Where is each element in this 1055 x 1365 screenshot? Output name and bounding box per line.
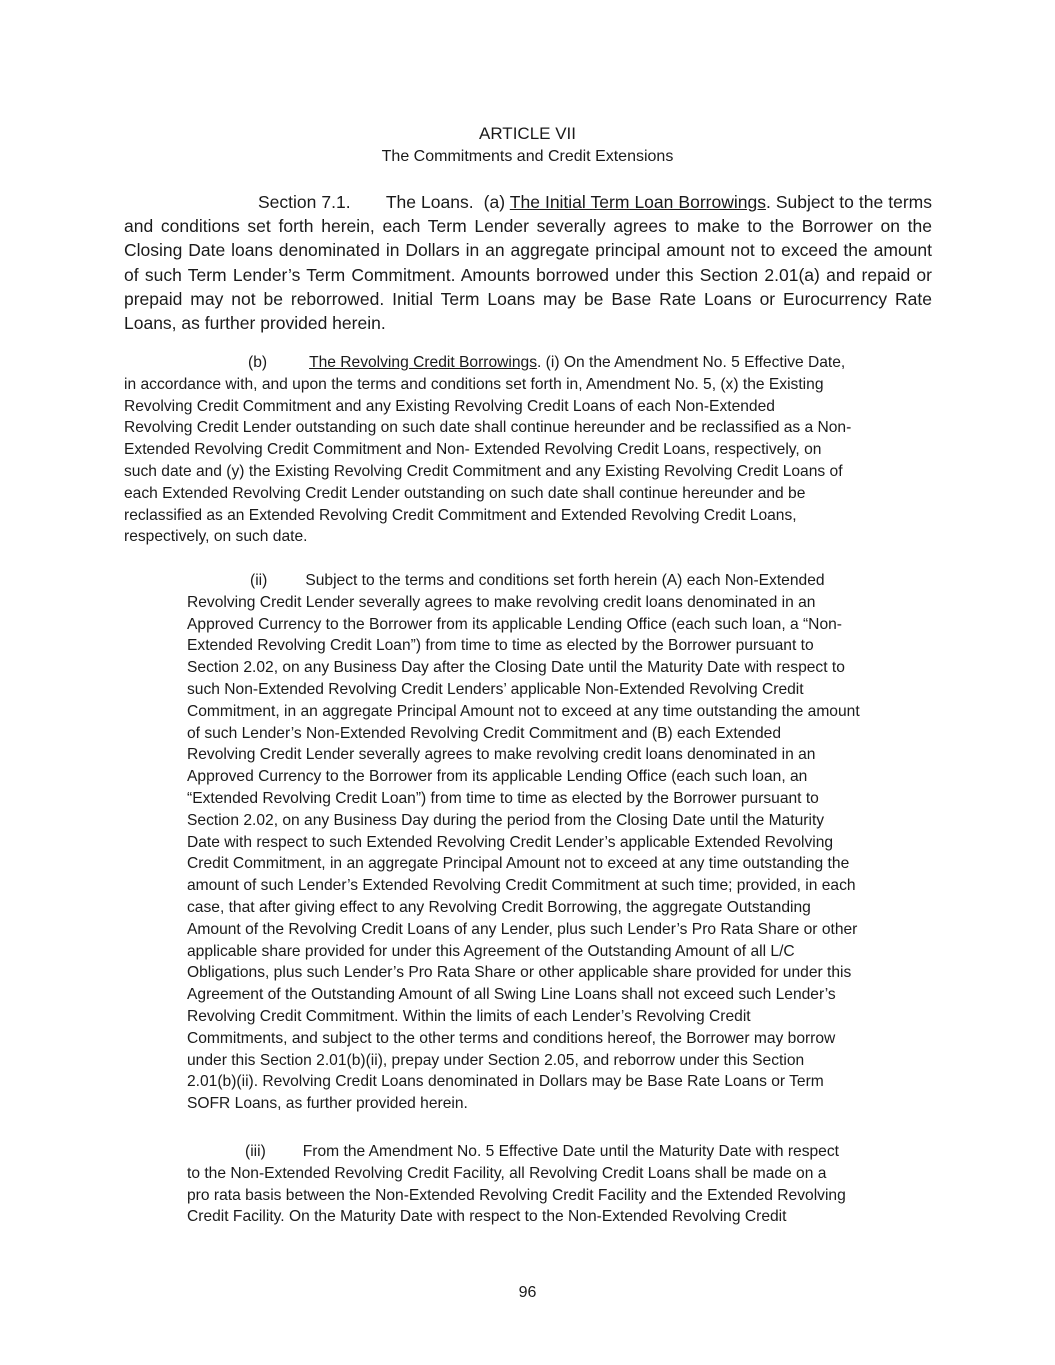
text-line: case, that after giving effect to any Revolving Credit Borrowing, the aggregate Outstanding <box>187 898 811 916</box>
text-line: Revolving Credit Lender outstanding on such date shall continue hereunder and be reclassified as a Non- <box>124 419 852 437</box>
section-a-paragraph <box>124 190 932 335</box>
subsection-ii-label: (ii) <box>250 572 268 589</box>
text-line: Revolving Credit Lender severally agrees to make revolving credit loans denominated in an <box>187 746 816 764</box>
text-line: SOFR Loans, as further provided herein. <box>187 1095 468 1113</box>
text-line: each Extended Revolving Credit Lender outstanding on such date shall continue hereunder and be <box>124 484 806 502</box>
text-line: Revolving Credit Commitment and any Existing Revolving Credit Loans of each Non-Extended <box>124 397 775 415</box>
subsection-a-label: (a) <box>483 192 506 212</box>
text-line: Extended Revolving Credit Commitment and Non- Extended Revolving Credit Loans, respectively, on <box>124 441 822 459</box>
text-line: Credit Commitment, in an aggregate Principal Amount not to exceed at any time outstanding the <box>187 855 850 873</box>
text-line: From the Amendment No. 5 Effective Date until the Maturity Date with respect <box>302 1143 839 1160</box>
text-line: Agreement of the Outstanding Amount of all Swing Line Loans shall not exceed such Lender’s <box>187 986 836 1004</box>
subsection-b-title: The Revolving Credit Borrowings <box>309 354 537 371</box>
text-line: Approved Currency to the Borrower from its applicable Lending Office (each such loan, a “Non- <box>187 615 842 633</box>
text-line: Section 2.02, on any Business Day after the Closing Date until the Maturity Date with respect to <box>187 659 845 677</box>
text-line: in accordance with, and upon the terms and conditions set forth in, Amendment No. 5, (x) the Existing <box>124 375 824 393</box>
text-line: to the Non-Extended Revolving Credit Facility, all Revolving Credit Loans shall be made on a <box>187 1164 827 1182</box>
text-line: 2.01(b)(ii). Revolving Credit Loans denominated in Dollars may be Base Rate Loans or Term <box>187 1073 824 1091</box>
text-line: Revolving Credit Lender severally agrees to make revolving credit loans denominated in an <box>187 593 816 611</box>
subsection-a-title: The Initial Term Loan Borrowings <box>509 192 766 212</box>
text-line: amount of such Lender’s Extended Revolving Credit Commitment at such time; provided, in each <box>187 877 856 895</box>
subsection-a-body: . Subject to the terms and conditions set forth herein, each Term Lender severally agrees to make to the Borrower on the Closing Date loans denominated in Dollars in an aggregate principal amount not to exceed the amount of such Term Lender’s Term Commitment. Amounts borrowed under this Section 2.01(a) and repaid or prepaid may not be reborrowed. Initial Term Loans may be Base Rate Loans or Eurocurrency Rate Loans, as further provided herein. <box>124 192 932 334</box>
text-line: Subject to the terms and conditions set forth herein (A) each Non-Extended <box>305 572 825 589</box>
text-line: Amount of the Revolving Credit Loans of any Lender, plus such Lender’s Pro Rata Share or other <box>187 920 858 938</box>
text-line: “Extended Revolving Credit Loan”) from time to time as elected by the Borrower pursuant to <box>187 789 819 807</box>
text-line: Section 2.02, on any Business Day during the period from the Closing Date until the Maturity <box>187 811 825 829</box>
text-line: Credit Facility. On the Maturity Date with respect to the Non-Extended Revolving Credit <box>187 1208 787 1226</box>
text-line: applicable share provided for under this Agreement of the Outstanding Amount of all L/C <box>187 942 795 960</box>
text-line: respectively, on such date. <box>124 528 308 546</box>
text-line: of such Lender’s Non-Extended Revolving Credit Commitment and (B) each Extended <box>187 724 782 742</box>
text-line: . (i) On the Amendment No. 5 Effective Date, <box>537 354 846 371</box>
page-number: 96 <box>518 1284 537 1301</box>
text-line: Date with respect to such Extended Revolving Credit Lender’s applicable Extended Revolving <box>187 833 834 851</box>
section-iii-paragraph <box>187 1141 937 1228</box>
text-line: such Non-Extended Revolving Credit Lenders’ applicable Non-Extended Revolving Credit <box>187 680 804 698</box>
text-line: Extended Revolving Credit Loan”) from time to time as elected by the Borrower pursuant to <box>187 637 814 655</box>
text-line: Commitment, in an aggregate Principal Amount not to exceed at any time outstanding the amount <box>187 702 860 720</box>
text-line: Commitments, and subject to the other terms and conditions hereof, the Borrower may borrow <box>187 1029 836 1047</box>
text-line: such date and (y) the Existing Revolving Credit Commitment and any Existing Revolving Credit Loans of <box>124 462 843 480</box>
text-line: pro rata basis between the Non-Extended Revolving Credit Facility and the Extended Revolving <box>187 1186 846 1204</box>
text-line: Revolving Credit Commitment. Within the limits of each Lender’s Revolving Credit <box>187 1007 751 1025</box>
text-line: reclassified as an Extended Revolving Credit Commitment and Extended Revolving Credit Loans, <box>124 506 797 524</box>
text-line: Approved Currency to the Borrower from its applicable Lending Office (each such loan, an <box>187 768 808 786</box>
section-b-paragraph <box>124 352 932 548</box>
article-heading: ARTICLE VII <box>479 124 576 143</box>
subsection-iii-label: (iii) <box>245 1143 266 1160</box>
text-line: Obligations, plus such Lender’s Pro Rata Share or other applicable share provided for under this <box>187 964 852 982</box>
section-ii-paragraph <box>187 570 937 1115</box>
subsection-b-label: (b) <box>248 354 268 371</box>
article-subtitle: The Commitments and Credit Extensions <box>381 148 674 165</box>
section-label: Section 7.1. <box>258 192 351 212</box>
text-line: under this Section 2.01(b)(ii), prepay under Section 2.05, and reborrow under this Section <box>187 1051 805 1069</box>
section-name: The Loans. <box>385 192 474 212</box>
